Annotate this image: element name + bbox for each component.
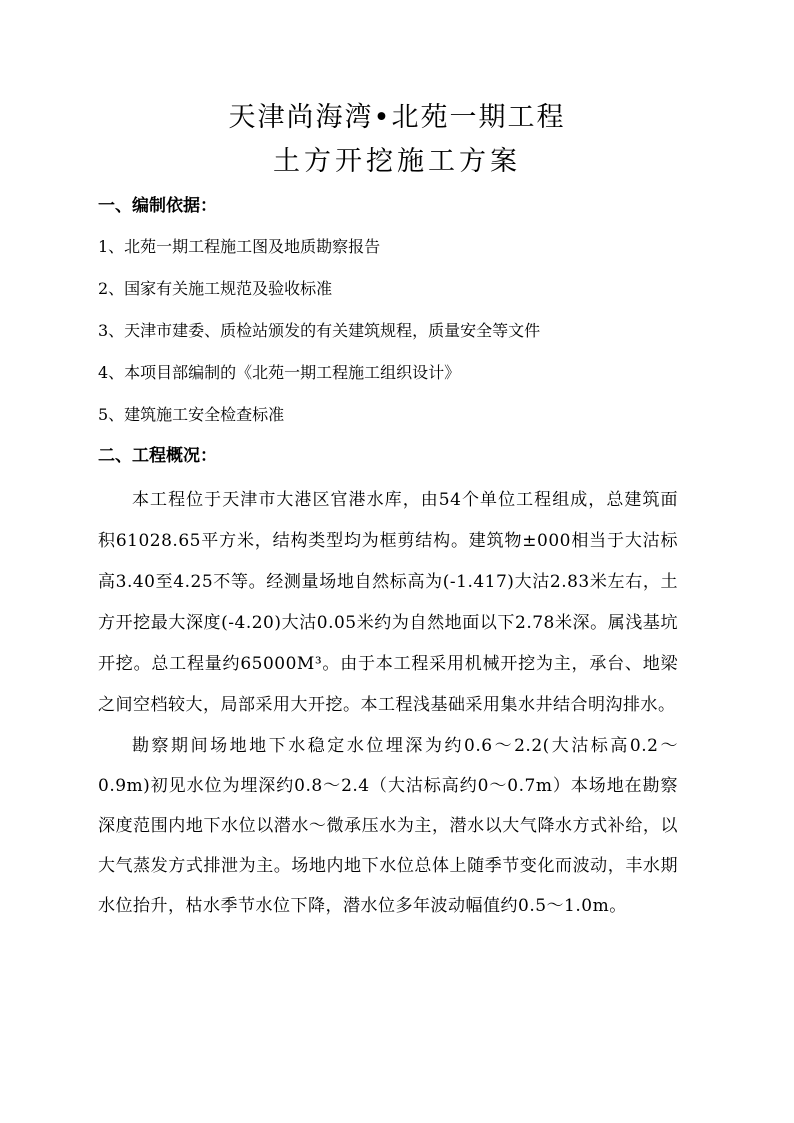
basis-item: 1、北苑一期工程施工图及地质勘察报告 — [98, 237, 381, 256]
basis-item: 5、建筑施工安全检查标准 — [98, 405, 285, 424]
overview-paragraph: 本工程位于天津市大港区官港水库，由54个单位工程组成，总建筑面积61028.65平方米，结构类型均为框剪结构。建筑物±000相当于大沽标高3.40至4.25不等。经测量场地自然标高为(-1.417)大沽2.83米左右，土方开挖最大深度(-4.20)大沽0.05米约为自然地面以下2.78米深。属浅基坑开挖。总工程量约65000M³。由于本工程采用机械开挖为主，承台、地梁之间空档较大，局部采用大开挖。本工程浅基础采用集水井结合明沟排水。 — [98, 490, 678, 715]
section-heading-basis: 一、编制依据： — [98, 196, 217, 216]
document-body — [98, 186, 678, 926]
title-block — [0, 98, 794, 182]
basis-item: 4、本项目部编制的《北苑一期工程施工组织设计》 — [98, 363, 461, 382]
basis-item: 2、国家有关施工规范及验收标准 — [98, 279, 333, 298]
document-subtitle: 土方开挖施工方案 — [273, 146, 521, 177]
groundwater-paragraph: 勘察期间场地地下水稳定水位埋深为约0.6～2.2(大沽标高0.2～0.9m)初见水位为埋深约0.8～2.4（大沽标高约0～0.7m）本场地在勘察深度范围内地下水位以潜水～微承压水为主，潜水以大气降水方式补给，以大气蒸发方式排泄为主。场地内地下水位总体上随季节变化而波动，丰水期水位抬升，枯水季节水位下降，潜水位多年波动幅值约0.5～1.0m。 — [98, 736, 678, 916]
section-heading-overview: 二、工程概况： — [98, 446, 217, 466]
document-title: 天津尚海湾•北苑一期工程 — [228, 102, 566, 133]
basis-item: 3、天津市建委、质检站颁发的有关建筑规程，质量安全等文件 — [98, 321, 541, 340]
